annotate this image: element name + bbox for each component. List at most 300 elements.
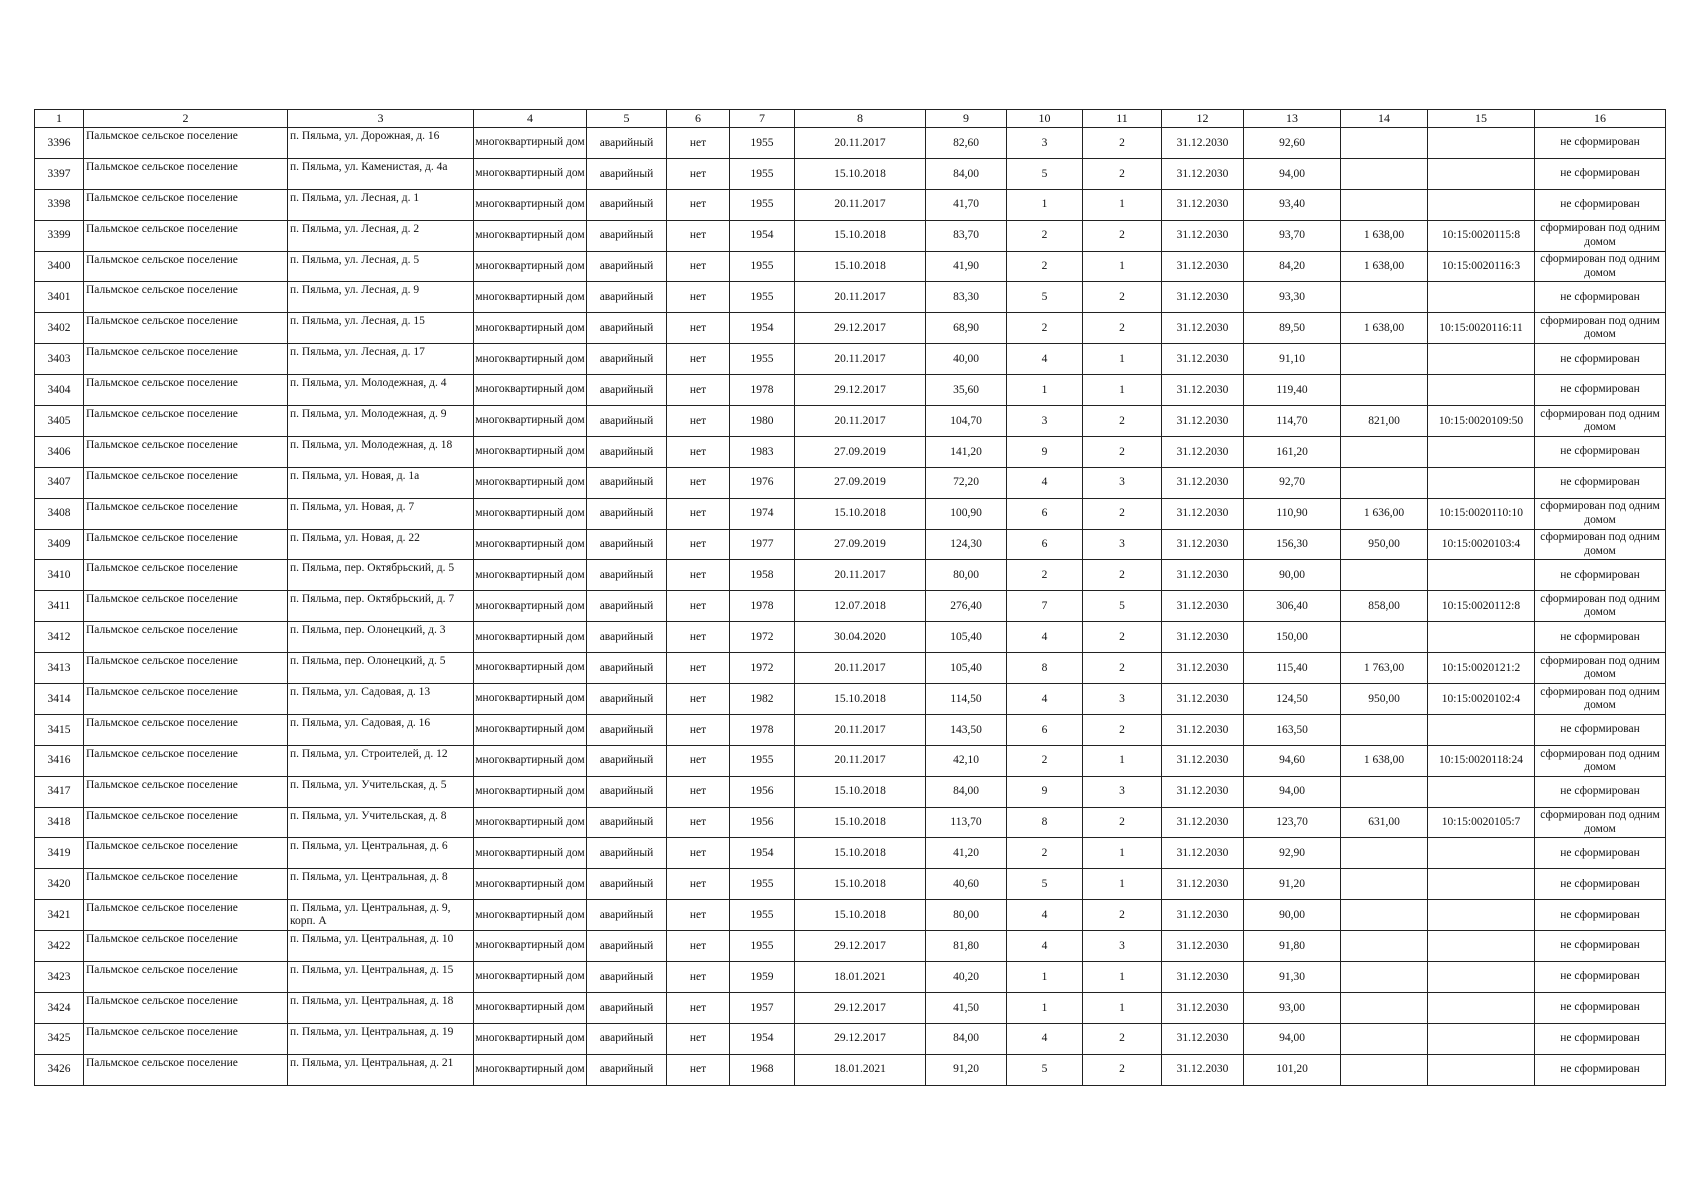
recognition-date-cell: 27.09.2019	[795, 467, 926, 498]
settlement-cell: Пальмское сельское поселение	[84, 158, 288, 189]
apartments-count-cell: 2	[1083, 282, 1162, 313]
settlement-cell: Пальмское сельское поселение	[84, 128, 288, 159]
land-area-cell: 1 636,00	[1341, 498, 1428, 529]
address-cell: п. Пяльма, ул. Молодежная, д. 18	[288, 436, 474, 467]
address-cell: п. Пяльма, ул. Центральная, д. 8	[288, 869, 474, 900]
planned-date-cell: 31.12.2030	[1162, 962, 1244, 993]
cadastral-number-cell	[1428, 838, 1535, 869]
building-type-cell: многоквартирный дом	[474, 714, 587, 745]
building-type-cell: многоквартирный дом	[474, 1054, 587, 1085]
building-type-cell: многоквартирный дом	[474, 622, 587, 653]
address-cell: п. Пяльма, ул. Центральная, д. 15	[288, 962, 474, 993]
column-number-header: 11	[1083, 110, 1162, 128]
land-status-cell: сформирован под одним домом	[1535, 684, 1666, 715]
building-type-cell: многоквартирный дом	[474, 313, 587, 344]
condition-status-cell: аварийный	[587, 962, 667, 993]
land-status-cell: не сформирован	[1535, 714, 1666, 745]
land-area-cell	[1341, 838, 1428, 869]
address-cell: п. Пяльма, ул. Учительская, д. 5	[288, 776, 474, 807]
table-row	[35, 962, 1666, 993]
column-number-header: 3	[288, 110, 474, 128]
apartments-count-cell: 2	[1083, 807, 1162, 838]
row-number-cell: 3418	[35, 807, 84, 838]
planned-date-cell: 31.12.2030	[1162, 622, 1244, 653]
year-built-cell: 1956	[730, 776, 795, 807]
land-status-cell: сформирован под одним домом	[1535, 529, 1666, 560]
condition-status-cell: аварийный	[587, 591, 667, 622]
condition-status-cell: аварийный	[587, 498, 667, 529]
cadastral-number-cell	[1428, 714, 1535, 745]
condition-status-cell: аварийный	[587, 1023, 667, 1054]
land-area-cell	[1341, 1023, 1428, 1054]
row-number-cell: 3409	[35, 529, 84, 560]
land-area-cell	[1341, 776, 1428, 807]
address-cell: п. Пяльма, ул. Новая, д. 7	[288, 498, 474, 529]
year-built-cell: 1954	[730, 1023, 795, 1054]
building-type-cell: многоквартирный дом	[474, 1023, 587, 1054]
address-cell: п. Пяльма, ул. Учительская, д. 8	[288, 807, 474, 838]
settlement-cell: Пальмское сельское поселение	[84, 220, 288, 251]
living-area-cell: 41,70	[926, 189, 1007, 220]
cadastral-number-cell	[1428, 282, 1535, 313]
relocation-flag-cell: нет	[667, 684, 730, 715]
year-built-cell: 1955	[730, 128, 795, 159]
land-area-cell	[1341, 189, 1428, 220]
column-number-header: 13	[1244, 110, 1341, 128]
settlement-cell: Пальмское сельское поселение	[84, 869, 288, 900]
cadastral-number-cell	[1428, 467, 1535, 498]
row-number-cell: 3423	[35, 962, 84, 993]
planned-date-cell: 31.12.2030	[1162, 776, 1244, 807]
planned-date-cell: 31.12.2030	[1162, 807, 1244, 838]
apartments-count-cell: 2	[1083, 560, 1162, 591]
settlement-cell: Пальмское сельское поселение	[84, 344, 288, 375]
condition-status-cell: аварийный	[587, 745, 667, 776]
residents-count-cell: 2	[1007, 313, 1083, 344]
building-type-cell: многоквартирный дом	[474, 158, 587, 189]
relocation-flag-cell: нет	[667, 251, 730, 282]
cadastral-number-cell: 10:15:0020115:8	[1428, 220, 1535, 251]
planned-date-cell: 31.12.2030	[1162, 992, 1244, 1023]
address-cell: п. Пяльма, ул. Центральная, д. 18	[288, 992, 474, 1023]
condition-status-cell: аварийный	[587, 900, 667, 931]
year-built-cell: 1974	[730, 498, 795, 529]
row-number-cell: 3401	[35, 282, 84, 313]
settlement-cell: Пальмское сельское поселение	[84, 313, 288, 344]
land-area-cell: 1 638,00	[1341, 220, 1428, 251]
cadastral-number-cell: 10:15:0020121:2	[1428, 653, 1535, 684]
address-cell: п. Пяльма, пер. Олонецкий, д. 3	[288, 622, 474, 653]
building-type-cell: многоквартирный дом	[474, 931, 587, 962]
total-area-cell: 94,60	[1244, 745, 1341, 776]
land-status-cell: не сформирован	[1535, 189, 1666, 220]
living-area-cell: 41,50	[926, 992, 1007, 1023]
recognition-date-cell: 30.04.2020	[795, 622, 926, 653]
residents-count-cell: 1	[1007, 375, 1083, 406]
column-number-header: 6	[667, 110, 730, 128]
settlement-cell: Пальмское сельское поселение	[84, 560, 288, 591]
residents-count-cell: 4	[1007, 1023, 1083, 1054]
total-area-cell: 115,40	[1244, 653, 1341, 684]
row-number-cell: 3412	[35, 622, 84, 653]
living-area-cell: 41,20	[926, 838, 1007, 869]
table-row	[35, 220, 1666, 251]
planned-date-cell: 31.12.2030	[1162, 1054, 1244, 1085]
table-row	[35, 838, 1666, 869]
total-area-cell: 93,30	[1244, 282, 1341, 313]
recognition-date-cell: 15.10.2018	[795, 498, 926, 529]
relocation-flag-cell: нет	[667, 776, 730, 807]
planned-date-cell: 31.12.2030	[1162, 529, 1244, 560]
relocation-flag-cell: нет	[667, 838, 730, 869]
condition-status-cell: аварийный	[587, 467, 667, 498]
relocation-flag-cell: нет	[667, 282, 730, 313]
row-number-cell: 3397	[35, 158, 84, 189]
table-row	[35, 467, 1666, 498]
settlement-cell: Пальмское сельское поселение	[84, 1054, 288, 1085]
relocation-flag-cell: нет	[667, 529, 730, 560]
land-area-cell	[1341, 344, 1428, 375]
total-area-cell: 93,70	[1244, 220, 1341, 251]
building-type-cell: многоквартирный дом	[474, 220, 587, 251]
apartments-count-cell: 3	[1083, 931, 1162, 962]
table-row	[35, 344, 1666, 375]
row-number-cell: 3414	[35, 684, 84, 715]
settlement-cell: Пальмское сельское поселение	[84, 282, 288, 313]
living-area-cell: 105,40	[926, 622, 1007, 653]
year-built-cell: 1982	[730, 684, 795, 715]
address-cell: п. Пяльма, пер. Олонецкий, д. 5	[288, 653, 474, 684]
land-status-cell: сформирован под одним домом	[1535, 406, 1666, 437]
land-status-cell: сформирован под одним домом	[1535, 498, 1666, 529]
settlement-cell: Пальмское сельское поселение	[84, 962, 288, 993]
apartments-count-cell: 2	[1083, 900, 1162, 931]
recognition-date-cell: 20.11.2017	[795, 653, 926, 684]
condition-status-cell: аварийный	[587, 684, 667, 715]
land-status-cell: сформирован под одним домом	[1535, 313, 1666, 344]
recognition-date-cell: 15.10.2018	[795, 900, 926, 931]
year-built-cell: 1959	[730, 962, 795, 993]
land-status-cell: не сформирован	[1535, 838, 1666, 869]
cadastral-number-cell	[1428, 560, 1535, 591]
recognition-date-cell: 18.01.2021	[795, 962, 926, 993]
apartments-count-cell: 1	[1083, 992, 1162, 1023]
year-built-cell: 1977	[730, 529, 795, 560]
residents-count-cell: 5	[1007, 1054, 1083, 1085]
land-area-cell: 1 763,00	[1341, 653, 1428, 684]
recognition-date-cell: 29.12.2017	[795, 1023, 926, 1054]
year-built-cell: 1958	[730, 560, 795, 591]
land-status-cell: не сформирован	[1535, 962, 1666, 993]
total-area-cell: 91,30	[1244, 962, 1341, 993]
cadastral-number-cell	[1428, 992, 1535, 1023]
cadastral-number-cell	[1428, 1054, 1535, 1085]
condition-status-cell: аварийный	[587, 560, 667, 591]
land-status-cell: не сформирован	[1535, 158, 1666, 189]
settlement-cell: Пальмское сельское поселение	[84, 406, 288, 437]
building-type-cell: многоквартирный дом	[474, 653, 587, 684]
land-area-cell: 1 638,00	[1341, 313, 1428, 344]
table-body	[35, 128, 1666, 1086]
total-area-cell: 90,00	[1244, 560, 1341, 591]
total-area-cell: 91,20	[1244, 869, 1341, 900]
recognition-date-cell: 20.11.2017	[795, 406, 926, 437]
apartments-count-cell: 2	[1083, 406, 1162, 437]
residents-count-cell: 1	[1007, 962, 1083, 993]
cadastral-number-cell	[1428, 900, 1535, 931]
planned-date-cell: 31.12.2030	[1162, 313, 1244, 344]
living-area-cell: 41,90	[926, 251, 1007, 282]
cadastral-number-cell	[1428, 436, 1535, 467]
building-type-cell: многоквартирный дом	[474, 962, 587, 993]
living-area-cell: 84,00	[926, 158, 1007, 189]
address-cell: п. Пяльма, ул. Новая, д. 1а	[288, 467, 474, 498]
land-area-cell	[1341, 869, 1428, 900]
condition-status-cell: аварийный	[587, 992, 667, 1023]
table-row	[35, 560, 1666, 591]
land-area-cell: 821,00	[1341, 406, 1428, 437]
recognition-date-cell: 15.10.2018	[795, 869, 926, 900]
cadastral-number-cell	[1428, 622, 1535, 653]
living-area-cell: 84,00	[926, 776, 1007, 807]
apartments-count-cell: 1	[1083, 375, 1162, 406]
condition-status-cell: аварийный	[587, 622, 667, 653]
recognition-date-cell: 20.11.2017	[795, 745, 926, 776]
condition-status-cell: аварийный	[587, 282, 667, 313]
building-type-cell: многоквартирный дом	[474, 869, 587, 900]
column-number-header: 7	[730, 110, 795, 128]
land-status-cell: не сформирован	[1535, 560, 1666, 591]
building-type-cell: многоквартирный дом	[474, 189, 587, 220]
relocation-flag-cell: нет	[667, 714, 730, 745]
address-cell: п. Пяльма, ул. Центральная, д. 19	[288, 1023, 474, 1054]
land-status-cell: не сформирован	[1535, 467, 1666, 498]
cadastral-number-cell: 10:15:0020118:24	[1428, 745, 1535, 776]
apartments-count-cell: 2	[1083, 653, 1162, 684]
settlement-cell: Пальмское сельское поселение	[84, 900, 288, 931]
land-status-cell: не сформирован	[1535, 1023, 1666, 1054]
cadastral-number-cell	[1428, 158, 1535, 189]
column-number-header: 15	[1428, 110, 1535, 128]
relocation-flag-cell: нет	[667, 436, 730, 467]
cadastral-number-cell: 10:15:0020103:4	[1428, 529, 1535, 560]
land-area-cell	[1341, 467, 1428, 498]
column-number-header: 14	[1341, 110, 1428, 128]
total-area-cell: 110,90	[1244, 498, 1341, 529]
address-cell: п. Пяльма, ул. Центральная, д. 21	[288, 1054, 474, 1085]
condition-status-cell: аварийный	[587, 529, 667, 560]
table-row	[35, 992, 1666, 1023]
row-number-cell: 3398	[35, 189, 84, 220]
row-number-cell: 3419	[35, 838, 84, 869]
residents-count-cell: 7	[1007, 591, 1083, 622]
residents-count-cell: 4	[1007, 931, 1083, 962]
recognition-date-cell: 27.09.2019	[795, 436, 926, 467]
land-area-cell	[1341, 900, 1428, 931]
settlement-cell: Пальмское сельское поселение	[84, 251, 288, 282]
planned-date-cell: 31.12.2030	[1162, 467, 1244, 498]
cadastral-number-cell	[1428, 776, 1535, 807]
living-area-cell: 82,60	[926, 128, 1007, 159]
planned-date-cell: 31.12.2030	[1162, 498, 1244, 529]
relocation-flag-cell: нет	[667, 745, 730, 776]
residents-count-cell: 5	[1007, 282, 1083, 313]
residents-count-cell: 2	[1007, 251, 1083, 282]
land-status-cell: сформирован под одним домом	[1535, 220, 1666, 251]
total-area-cell: 91,80	[1244, 931, 1341, 962]
total-area-cell: 89,50	[1244, 313, 1341, 344]
relocation-flag-cell: нет	[667, 931, 730, 962]
relocation-flag-cell: нет	[667, 653, 730, 684]
land-area-cell	[1341, 560, 1428, 591]
living-area-cell: 84,00	[926, 1023, 1007, 1054]
building-type-cell: многоквартирный дом	[474, 344, 587, 375]
apartments-count-cell: 1	[1083, 869, 1162, 900]
cadastral-number-cell: 10:15:0020105:7	[1428, 807, 1535, 838]
total-area-cell: 92,70	[1244, 467, 1341, 498]
column-number-row	[35, 110, 1666, 128]
total-area-cell: 123,70	[1244, 807, 1341, 838]
building-type-cell: многоквартирный дом	[474, 560, 587, 591]
row-number-cell: 3403	[35, 344, 84, 375]
settlement-cell: Пальмское сельское поселение	[84, 807, 288, 838]
residents-count-cell: 2	[1007, 220, 1083, 251]
column-number-header: 2	[84, 110, 288, 128]
planned-date-cell: 31.12.2030	[1162, 684, 1244, 715]
living-area-cell: 124,30	[926, 529, 1007, 560]
row-number-cell: 3408	[35, 498, 84, 529]
planned-date-cell: 31.12.2030	[1162, 900, 1244, 931]
row-number-cell: 3411	[35, 591, 84, 622]
building-type-cell: многоквартирный дом	[474, 375, 587, 406]
planned-date-cell: 31.12.2030	[1162, 220, 1244, 251]
cadastral-number-cell: 10:15:0020112:8	[1428, 591, 1535, 622]
residents-count-cell: 2	[1007, 745, 1083, 776]
row-number-cell: 3404	[35, 375, 84, 406]
cadastral-number-cell	[1428, 128, 1535, 159]
condition-status-cell: аварийный	[587, 838, 667, 869]
recognition-date-cell: 15.10.2018	[795, 838, 926, 869]
recognition-date-cell: 18.01.2021	[795, 1054, 926, 1085]
table-row	[35, 498, 1666, 529]
building-type-cell: многоквартирный дом	[474, 591, 587, 622]
living-area-cell: 35,60	[926, 375, 1007, 406]
relocation-flag-cell: нет	[667, 375, 730, 406]
row-number-cell: 3415	[35, 714, 84, 745]
residents-count-cell: 2	[1007, 838, 1083, 869]
condition-status-cell: аварийный	[587, 807, 667, 838]
row-number-cell: 3413	[35, 653, 84, 684]
land-status-cell: не сформирован	[1535, 375, 1666, 406]
recognition-date-cell: 29.12.2017	[795, 992, 926, 1023]
apartments-count-cell: 2	[1083, 128, 1162, 159]
land-area-cell	[1341, 158, 1428, 189]
table-row	[35, 931, 1666, 962]
land-status-cell: сформирован под одним домом	[1535, 591, 1666, 622]
apartments-count-cell: 3	[1083, 684, 1162, 715]
total-area-cell: 163,50	[1244, 714, 1341, 745]
recognition-date-cell: 15.10.2018	[795, 251, 926, 282]
year-built-cell: 1954	[730, 838, 795, 869]
land-status-cell: не сформирован	[1535, 344, 1666, 375]
living-area-cell: 100,90	[926, 498, 1007, 529]
planned-date-cell: 31.12.2030	[1162, 406, 1244, 437]
condition-status-cell: аварийный	[587, 251, 667, 282]
apartments-count-cell: 2	[1083, 1023, 1162, 1054]
table-row	[35, 251, 1666, 282]
apartments-count-cell: 2	[1083, 1054, 1162, 1085]
table-row	[35, 282, 1666, 313]
settlement-cell: Пальмское сельское поселение	[84, 375, 288, 406]
row-number-cell: 3416	[35, 745, 84, 776]
building-type-cell: многоквартирный дом	[474, 282, 587, 313]
table-row	[35, 869, 1666, 900]
table-row	[35, 622, 1666, 653]
relocation-flag-cell: нет	[667, 313, 730, 344]
land-status-cell: не сформирован	[1535, 869, 1666, 900]
total-area-cell: 93,00	[1244, 992, 1341, 1023]
year-built-cell: 1954	[730, 220, 795, 251]
planned-date-cell: 31.12.2030	[1162, 838, 1244, 869]
cadastral-number-cell	[1428, 375, 1535, 406]
table-row	[35, 529, 1666, 560]
address-cell: п. Пяльма, ул. Лесная, д. 1	[288, 189, 474, 220]
recognition-date-cell: 20.11.2017	[795, 344, 926, 375]
living-area-cell: 40,60	[926, 869, 1007, 900]
land-area-cell	[1341, 962, 1428, 993]
apartments-count-cell: 3	[1083, 467, 1162, 498]
planned-date-cell: 31.12.2030	[1162, 189, 1244, 220]
total-area-cell: 161,20	[1244, 436, 1341, 467]
total-area-cell: 94,00	[1244, 1023, 1341, 1054]
table-row	[35, 684, 1666, 715]
table-row	[35, 591, 1666, 622]
recognition-date-cell: 27.09.2019	[795, 529, 926, 560]
condition-status-cell: аварийный	[587, 344, 667, 375]
recognition-date-cell: 20.11.2017	[795, 189, 926, 220]
address-cell: п. Пяльма, ул. Лесная, д. 5	[288, 251, 474, 282]
apartments-count-cell: 5	[1083, 591, 1162, 622]
row-number-cell: 3417	[35, 776, 84, 807]
living-area-cell: 83,70	[926, 220, 1007, 251]
residents-count-cell: 6	[1007, 498, 1083, 529]
land-area-cell: 1 638,00	[1341, 745, 1428, 776]
residents-count-cell: 1	[1007, 189, 1083, 220]
total-area-cell: 114,70	[1244, 406, 1341, 437]
building-type-cell: многоквартирный дом	[474, 251, 587, 282]
column-number-header: 5	[587, 110, 667, 128]
year-built-cell: 1955	[730, 745, 795, 776]
planned-date-cell: 31.12.2030	[1162, 714, 1244, 745]
apartments-count-cell: 1	[1083, 838, 1162, 869]
address-cell: п. Пяльма, ул. Строителей, д. 12	[288, 745, 474, 776]
row-number-cell: 3410	[35, 560, 84, 591]
land-area-cell: 631,00	[1341, 807, 1428, 838]
building-type-cell: многоквартирный дом	[474, 467, 587, 498]
planned-date-cell: 31.12.2030	[1162, 869, 1244, 900]
condition-status-cell: аварийный	[587, 776, 667, 807]
living-area-cell: 141,20	[926, 436, 1007, 467]
settlement-cell: Пальмское сельское поселение	[84, 529, 288, 560]
living-area-cell: 42,10	[926, 745, 1007, 776]
residents-count-cell: 4	[1007, 622, 1083, 653]
address-cell: п. Пяльма, ул. Садовая, д. 13	[288, 684, 474, 715]
table-row	[35, 807, 1666, 838]
condition-status-cell: аварийный	[587, 313, 667, 344]
living-area-cell: 105,40	[926, 653, 1007, 684]
row-number-cell: 3425	[35, 1023, 84, 1054]
land-status-cell: не сформирован	[1535, 900, 1666, 931]
